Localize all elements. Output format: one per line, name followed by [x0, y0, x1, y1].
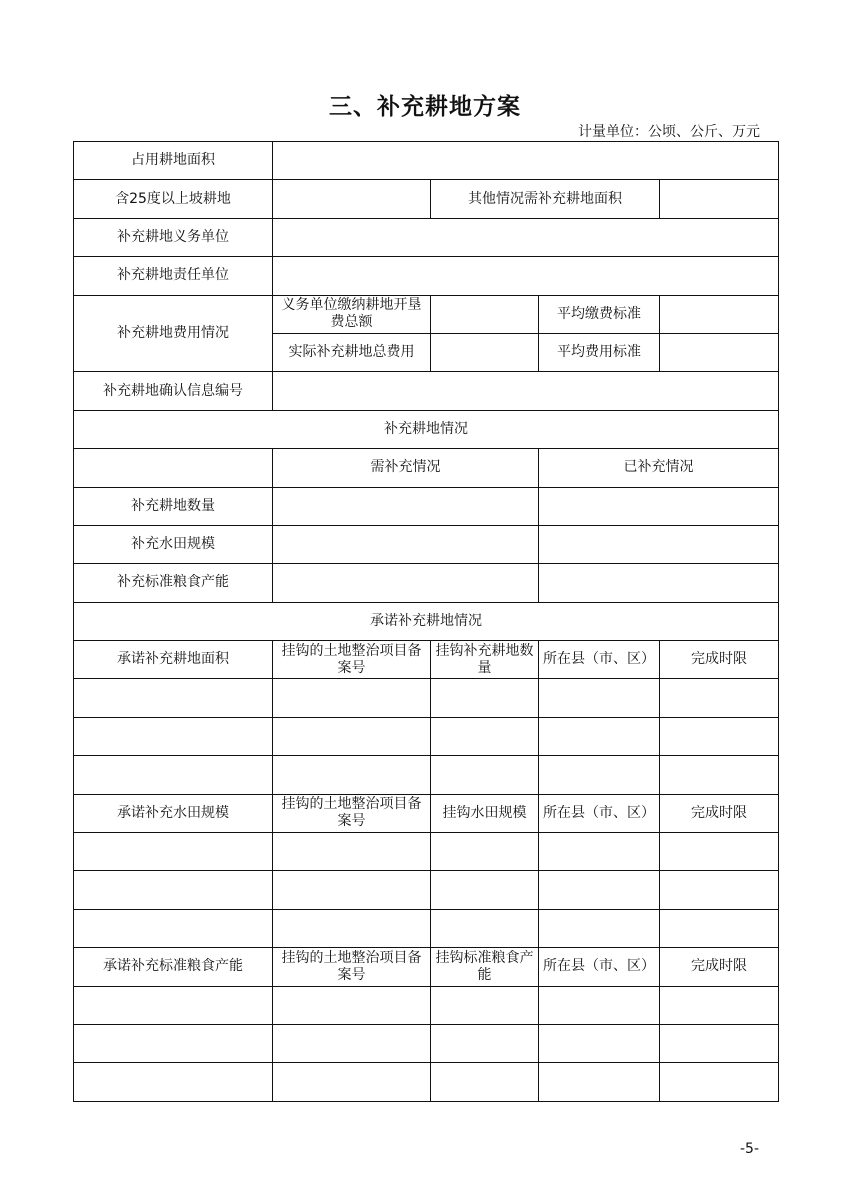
cell[interactable]: [660, 909, 779, 947]
unit-note: 计量单位：公顷、公斤、万元: [578, 124, 760, 140]
cell[interactable]: [74, 679, 273, 717]
table-row: [74, 372, 779, 410]
label-promise-grain: 承诺补充标准粮食产能: [74, 948, 273, 986]
table-row: [74, 986, 779, 1024]
table-row: [74, 679, 779, 717]
avg-fee-field[interactable]: [660, 295, 779, 333]
cell[interactable]: [660, 679, 779, 717]
label-supp-paddy: 补充水田规模: [74, 525, 273, 563]
cell[interactable]: [273, 909, 431, 947]
actual-total-field[interactable]: [431, 333, 539, 371]
avg-cost-field[interactable]: [660, 333, 779, 371]
cell[interactable]: [273, 1063, 431, 1101]
label-actual-total: 实际补充耕地总费用: [273, 333, 431, 371]
header-project-no: 挂钩的土地整治项目备案号: [273, 641, 431, 679]
table-row: [74, 1063, 779, 1101]
table-row: [74, 218, 779, 256]
cell[interactable]: [74, 909, 273, 947]
table-row: [74, 948, 779, 986]
supp-paddy-need-field[interactable]: [273, 525, 539, 563]
table-row: [74, 602, 779, 640]
confirm-code-field[interactable]: [273, 372, 779, 410]
label-avg-cost: 平均费用标准: [539, 333, 660, 371]
cell[interactable]: [539, 833, 660, 871]
table-row: [74, 525, 779, 563]
header-project-no: 挂钩的土地整治项目备案号: [273, 948, 431, 986]
cell[interactable]: [74, 756, 273, 794]
table-row: [74, 871, 779, 909]
header-county: 所在县（市、区）: [539, 641, 660, 679]
label-slope25: 含25度以上坡耕地: [74, 180, 273, 218]
header-county: 所在县（市、区）: [539, 794, 660, 832]
header-done-supp: 已补充情况: [539, 449, 779, 487]
cell[interactable]: [273, 1024, 431, 1062]
table-row: [74, 142, 779, 180]
cell[interactable]: [539, 986, 660, 1024]
cell[interactable]: [539, 717, 660, 755]
header-project-no: 挂钩的土地整治项目备案号: [273, 794, 431, 832]
supp-quantity-done-field[interactable]: [539, 487, 779, 525]
label-promise-paddy: 承诺补充水田规模: [74, 794, 273, 832]
other-area-field[interactable]: [660, 180, 779, 218]
cell[interactable]: [539, 756, 660, 794]
cell[interactable]: [660, 717, 779, 755]
label-fee-total: 义务单位缴纳耕地开垦费总额: [273, 295, 431, 333]
section-supp: 补充耕地情况: [74, 410, 779, 448]
cell[interactable]: [431, 833, 539, 871]
obligation-unit-field[interactable]: [273, 218, 779, 256]
cell[interactable]: [431, 909, 539, 947]
cell[interactable]: [431, 1024, 539, 1062]
table-row: [74, 1024, 779, 1062]
page-title: 三、补充耕地方案: [329, 94, 521, 120]
supp-grain-done-field[interactable]: [539, 564, 779, 602]
header-deadline: 完成时限: [660, 641, 779, 679]
page-number: -5-: [740, 1141, 760, 1157]
label-cost-info: 补充耕地费用情况: [74, 295, 273, 372]
label-supp-grain: 补充标准粮食产能: [74, 564, 273, 602]
cell[interactable]: [74, 1024, 273, 1062]
cell[interactable]: [431, 756, 539, 794]
table-row: [74, 909, 779, 947]
label-supp-quantity: 补充耕地数量: [74, 487, 273, 525]
blank-cell: [74, 449, 273, 487]
table-row: [74, 449, 779, 487]
table-row: [74, 180, 779, 218]
table-row: [74, 410, 779, 448]
table-row: [74, 794, 779, 832]
table-row: [74, 641, 779, 679]
cell[interactable]: [660, 756, 779, 794]
cell[interactable]: [431, 717, 539, 755]
cell[interactable]: [273, 986, 431, 1024]
header-linked-paddy: 挂钩水田规模: [431, 794, 539, 832]
fee-total-field[interactable]: [431, 295, 539, 333]
cell[interactable]: [539, 871, 660, 909]
table-row: [74, 564, 779, 602]
header-need-supp: 需补充情况: [273, 449, 539, 487]
cell[interactable]: [660, 871, 779, 909]
table-row: [74, 833, 779, 871]
header-county: 所在县（市、区）: [539, 948, 660, 986]
cell[interactable]: [431, 871, 539, 909]
header-linked-quantity: 挂钩补充耕地数量: [431, 641, 539, 679]
cell[interactable]: [660, 833, 779, 871]
cell[interactable]: [539, 909, 660, 947]
label-obligation-unit: 补充耕地义务单位: [74, 218, 273, 256]
occupied-area-field[interactable]: [273, 142, 779, 180]
cell[interactable]: [431, 679, 539, 717]
header-deadline: 完成时限: [660, 948, 779, 986]
table-row: [74, 756, 779, 794]
section-promise: 承诺补充耕地情况: [74, 602, 779, 640]
slope25-field[interactable]: [273, 180, 431, 218]
cell[interactable]: [431, 1063, 539, 1101]
cell[interactable]: [539, 1024, 660, 1062]
cell[interactable]: [74, 717, 273, 755]
cell[interactable]: [431, 986, 539, 1024]
cell[interactable]: [660, 986, 779, 1024]
cell[interactable]: [273, 679, 431, 717]
cell[interactable]: [539, 1063, 660, 1101]
header-linked-grain: 挂钩标准粮食产能: [431, 948, 539, 986]
cell[interactable]: [539, 679, 660, 717]
label-occupied-area: 占用耕地面积: [74, 142, 273, 180]
cell[interactable]: [660, 1063, 779, 1101]
label-promise-area: 承诺补充耕地面积: [74, 641, 273, 679]
supp-quantity-need-field[interactable]: [273, 487, 539, 525]
table-row: [74, 717, 779, 755]
cell[interactable]: [273, 871, 431, 909]
label-responsible-unit: 补充耕地责任单位: [74, 257, 273, 295]
farmland-form-table: [73, 141, 779, 1102]
header-deadline: 完成时限: [660, 794, 779, 832]
label-other-area: 其他情况需补充耕地面积: [431, 180, 660, 218]
responsible-unit-field[interactable]: [273, 257, 779, 295]
table-row: [74, 257, 779, 295]
cell[interactable]: [273, 833, 431, 871]
cell[interactable]: [74, 833, 273, 871]
cell[interactable]: [74, 986, 273, 1024]
cell[interactable]: [660, 1024, 779, 1062]
cell[interactable]: [273, 756, 431, 794]
label-confirm-code: 补充耕地确认信息编号: [74, 372, 273, 410]
cell[interactable]: [74, 871, 273, 909]
cell[interactable]: [273, 717, 431, 755]
supp-grain-need-field[interactable]: [273, 564, 539, 602]
label-avg-fee: 平均缴费标准: [539, 295, 660, 333]
table-row: [74, 295, 779, 333]
table-row: [74, 487, 779, 525]
supp-paddy-done-field[interactable]: [539, 525, 779, 563]
cell[interactable]: [74, 1063, 273, 1101]
